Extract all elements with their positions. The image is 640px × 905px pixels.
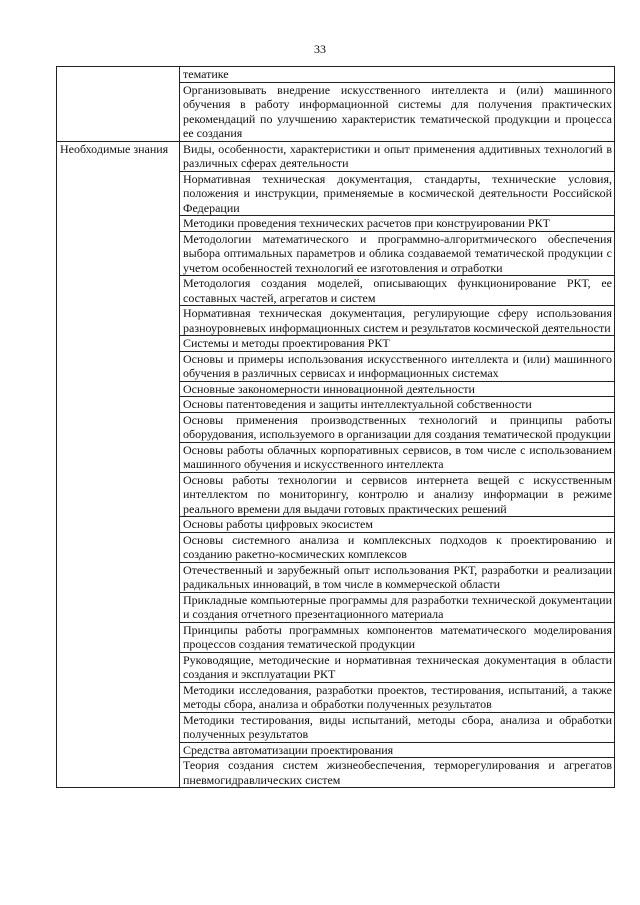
requirement-item: Принципы работы программных компонентов математического моделирования процессов создания тематической продукции bbox=[180, 622, 615, 652]
requirement-item: Методики проведения технических расчетов при конструировании РКТ bbox=[180, 216, 615, 232]
requirement-item: Методики тестирования, виды испытаний, методы сбора, анализа и обработки полученных результатов bbox=[180, 712, 615, 742]
requirement-item: Основы работы облачных корпоративных сервисов, в том числе с использованием машинного обучения и искусственного интеллекта bbox=[180, 442, 615, 472]
requirement-item: Основные закономерности инновационной деятельности bbox=[180, 381, 615, 397]
requirement-item: Основы системного анализа и комплексных подходов к проектированию и созданию ракетно-космических комплексов bbox=[180, 532, 615, 562]
requirement-item: Руководящие, методические и нормативная техническая документация в области создания и эксплуатации РКТ bbox=[180, 652, 615, 682]
requirement-item: Виды, особенности, характеристики и опыт применения аддитивных технологий в различных сферах деятельности bbox=[180, 141, 615, 171]
table-row bbox=[57, 141, 615, 171]
requirement-item: Методология создания моделей, описывающих функционирование РКТ, ее составных частей, агрегатов и систем bbox=[180, 276, 615, 306]
requirement-item: Теория создания систем жизнеобеспечения, терморегулирования и агрегатов пневмогидравлических систем bbox=[180, 758, 615, 788]
requirement-item: Отечественный и зарубежный опыт использования РКТ, разработки и реализации радикальных инноваций, в том числе в коммерческой области bbox=[180, 562, 615, 592]
requirement-item: Методологии математического и программно-алгоритмического обеспечения выбора оптимальных параметров и облика создаваемой тематической продукции с учетом особенностей технологий ее изготовления и отработки bbox=[180, 231, 615, 276]
requirement-item: тематике bbox=[180, 67, 615, 83]
row-label-cell: Необходимые знания bbox=[57, 141, 180, 788]
requirement-item: Основы работы цифровых экосистем bbox=[180, 517, 615, 533]
requirement-item: Основы работы технологии и сервисов интернета вещей с искусственным интеллектом по мониторингу, контролю и анализу информации в режиме реального времени для выдачи готовых практических решений bbox=[180, 472, 615, 517]
requirement-item: Основы патентоведения и защиты интеллектуальной собственности bbox=[180, 397, 615, 413]
requirements-table-body bbox=[57, 67, 615, 788]
requirement-item: Системы и методы проектирования РКТ bbox=[180, 336, 615, 352]
requirement-item: Методики исследования, разработки проектов, тестирования, испытаний, а также методы сбора, анализа и обработки полученных результатов bbox=[180, 682, 615, 712]
requirement-item: Нормативная техническая документация, стандарты, технические условия, положения и инструкции, применяемые в космической деятельности Российской Федерации bbox=[180, 171, 615, 216]
row-label-cell bbox=[57, 67, 180, 142]
requirements-table bbox=[56, 66, 615, 788]
requirement-item: Основы применения производственных технологий и принципы работы оборудования, используемого в организации для создания тематической продукции bbox=[180, 412, 615, 442]
requirement-item: Основы и примеры использования искусственного интеллекта и (или) машинного обучения в различных сервисах и информационных системах bbox=[180, 351, 615, 381]
requirement-item: Организовывать внедрение искусственного интеллекта и (или) машинного обучения в работу информационной системы для получения практических рекомендаций по улучшению характеристик тематической продукции и процесса ее создания bbox=[180, 82, 615, 141]
page-number: 33 bbox=[314, 42, 326, 56]
requirement-item: Нормативная техническая документация, регулирующие сферу использования разноуровневых информационных систем и результатов космической деятельности bbox=[180, 306, 615, 336]
requirement-item: Прикладные компьютерные программы для разработки технической документации и создания отчетного презентационного материала bbox=[180, 592, 615, 622]
table-row bbox=[57, 67, 615, 83]
requirement-item: Средства автоматизации проектирования bbox=[180, 742, 615, 758]
